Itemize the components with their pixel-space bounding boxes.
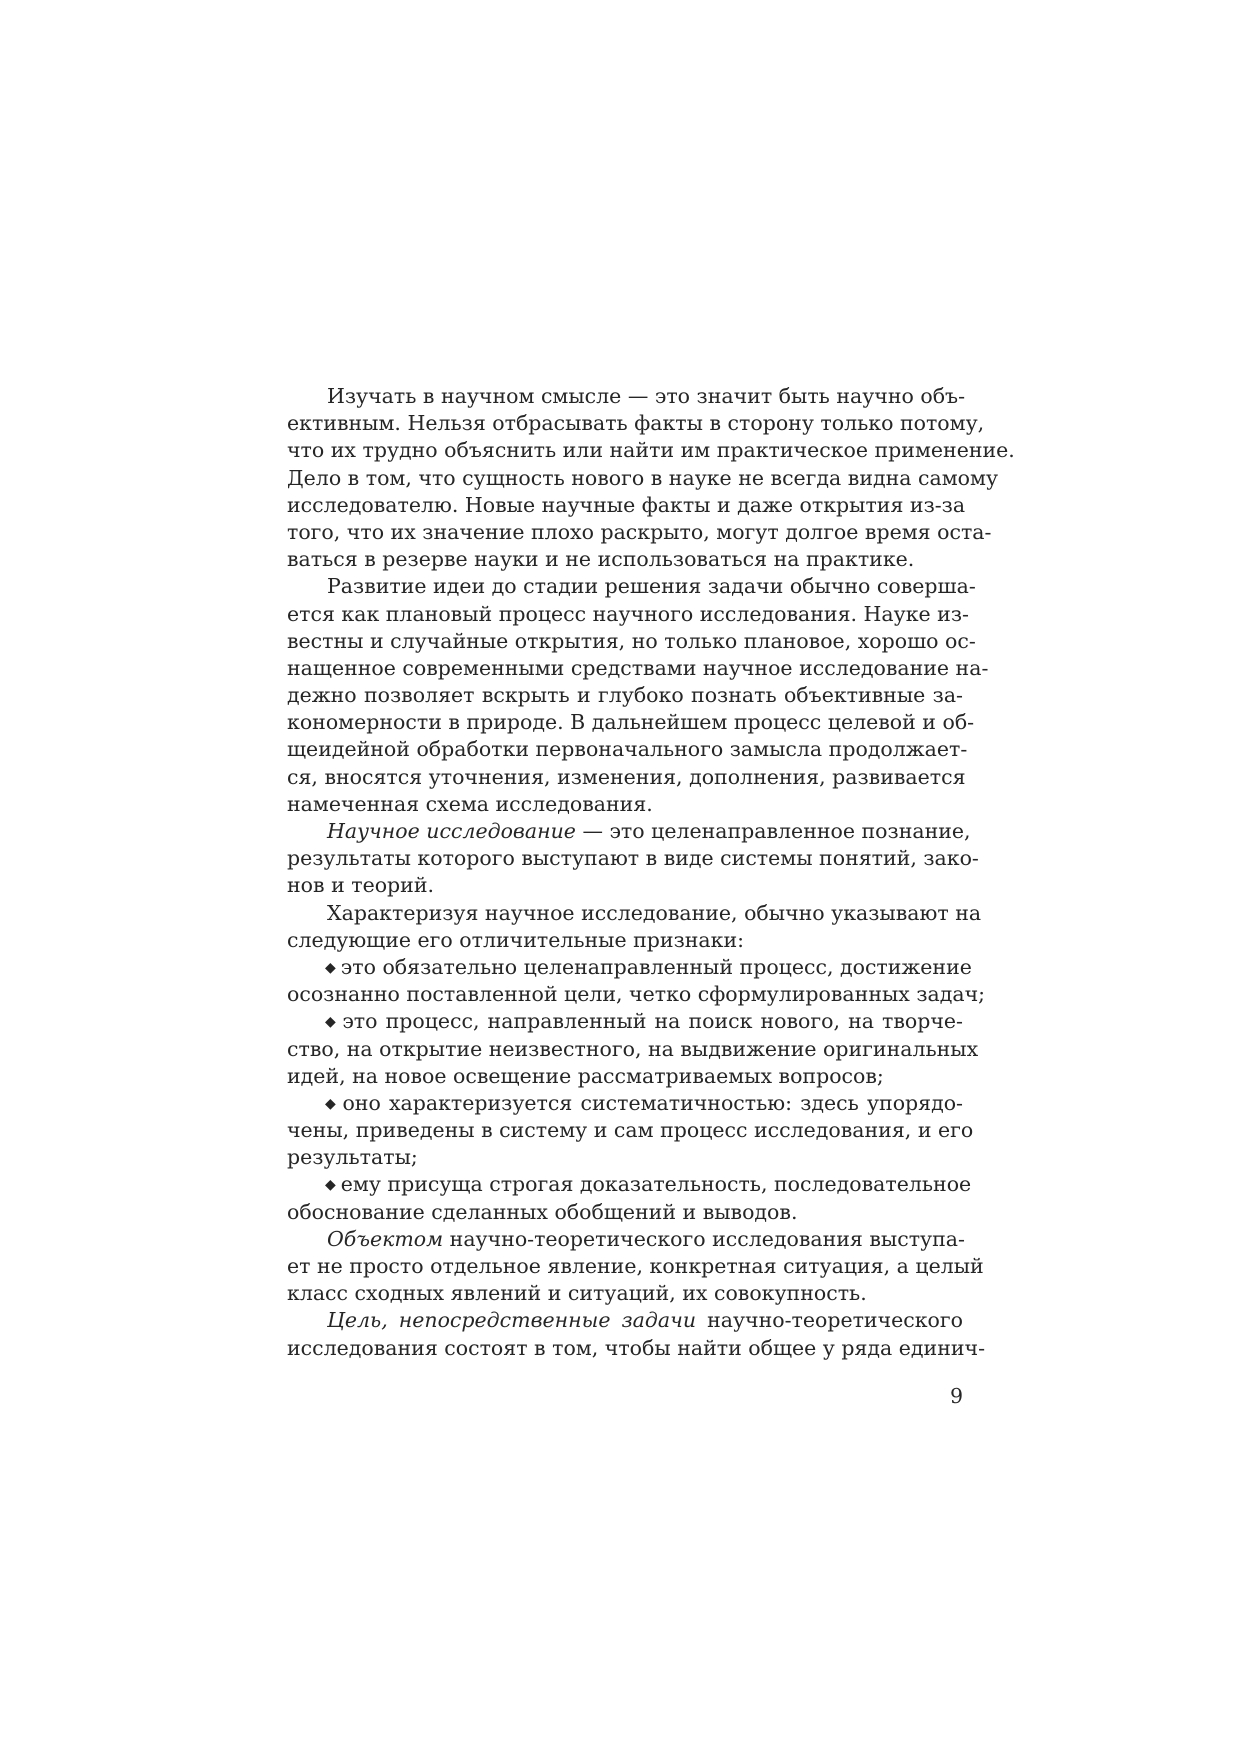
bullet-icon: ◆ (325, 959, 336, 976)
bullet-icon: ◆ (325, 1177, 336, 1194)
text-line: чены, приведены в систему и сам процесс исследования, и его (287, 1118, 974, 1143)
list-item-text: оно характеризуется систематичностью: здесь упорядо- (342, 1090, 963, 1115)
text-line: дежно позволяет вскрыть и глубоко познать объективные за- (287, 683, 963, 708)
text-line: ет не просто отдельное явление, конкретная ситуация, а целый (287, 1254, 984, 1278)
text-line-rest: научно-теоретического исследования выступа- (443, 1226, 965, 1251)
text-line: Изучать в научном смысле — это значит быть научно объ- (327, 384, 966, 408)
list-item (287, 1171, 972, 1198)
list-item-text: ему присуща строгая доказательность, последовательное (340, 1172, 972, 1197)
bullet-icon: ◆ (325, 1014, 338, 1031)
text-line: исследования состоят в том, чтобы найти общее у ряда единич- (287, 1335, 986, 1360)
text-line: ективным. Нельзя отбрасывать факты в сторону только потому, (287, 411, 985, 436)
text-line-rest: научно-теоретического (696, 1308, 963, 1333)
text-line: следующие его отличительные признаки: (287, 927, 745, 952)
text-line: Дело в том, что сущность нового в науке не всегда видна самому (287, 465, 999, 490)
bullet-icon: ◆ (325, 1095, 338, 1112)
term-object: Объектом (327, 1226, 444, 1251)
text-line-rest: — это целенаправленное познание, (575, 819, 971, 843)
page-number: 9 (949, 1384, 963, 1408)
text-line: вестны и случайные открытия, но только плановое, хорошо ос- (287, 628, 976, 653)
list-item (287, 1008, 963, 1035)
text-line: ваться в резерве науки и не использоваться на практике. (287, 547, 915, 572)
text-line: результаты которого выступают в виде системы понятий, зако- (287, 846, 979, 871)
text-line: ется как плановый процесс научного исследования. Науке из- (287, 601, 969, 626)
text-line: результаты; (287, 1145, 418, 1170)
text-line: Развитие идеи до стадии решения задачи обычно соверша- (327, 574, 976, 599)
text-line: осознанно поставленной цели, четко сформулированных задач; (287, 982, 986, 1007)
text-line: нащенное современными средствами научное исследование на- (287, 655, 989, 680)
list-item-text: это процесс, направленный на поиск нового, на творче- (342, 1009, 963, 1034)
text-line: кономерности в природе. В дальнейшем процесс целевой и об- (287, 710, 975, 735)
list-item (287, 1090, 963, 1117)
term-scientific-research: Научное исследование (327, 819, 576, 843)
body-text (287, 383, 1015, 1362)
text-line: нов и теорий. (287, 873, 435, 898)
text-line: исследователю. Новые научные факты и даже открытия из-за (287, 492, 966, 517)
text-line (287, 1226, 963, 1253)
text-line: ся, вносятся уточнения, изменения, дополнения, развивается (287, 764, 966, 789)
text-line: того, что их значение плохо раскрыто, могут долгое время оста- (287, 519, 992, 544)
text-line: обоснование сделанных обобщений и выводов. (287, 1199, 798, 1224)
text-line: что их трудно объяснить или найти им практическое применение. (287, 438, 1015, 463)
text-line (287, 1307, 963, 1334)
list-item (287, 954, 972, 981)
list-item-text: это обязательно целенаправленный процесс, достижение (340, 954, 972, 979)
text-line: ство, на открытие неизвестного, на выдвижение оригинальных (287, 1036, 979, 1061)
text-line (287, 818, 971, 845)
text-line: щеидейной обработки первоначального замысла продолжает- (287, 737, 968, 762)
text-line: Характеризуя научное исследование, обычно указывают на (327, 900, 982, 925)
text-line: намеченная схема исследования. (287, 791, 653, 816)
term-goal-tasks: Цель, непосредственные задачи (327, 1308, 697, 1333)
text-line: класс сходных явлений и ситуаций, их совокупность. (287, 1281, 867, 1306)
text-line: идей, на новое освещение рассматриваемых вопросов; (287, 1063, 884, 1088)
